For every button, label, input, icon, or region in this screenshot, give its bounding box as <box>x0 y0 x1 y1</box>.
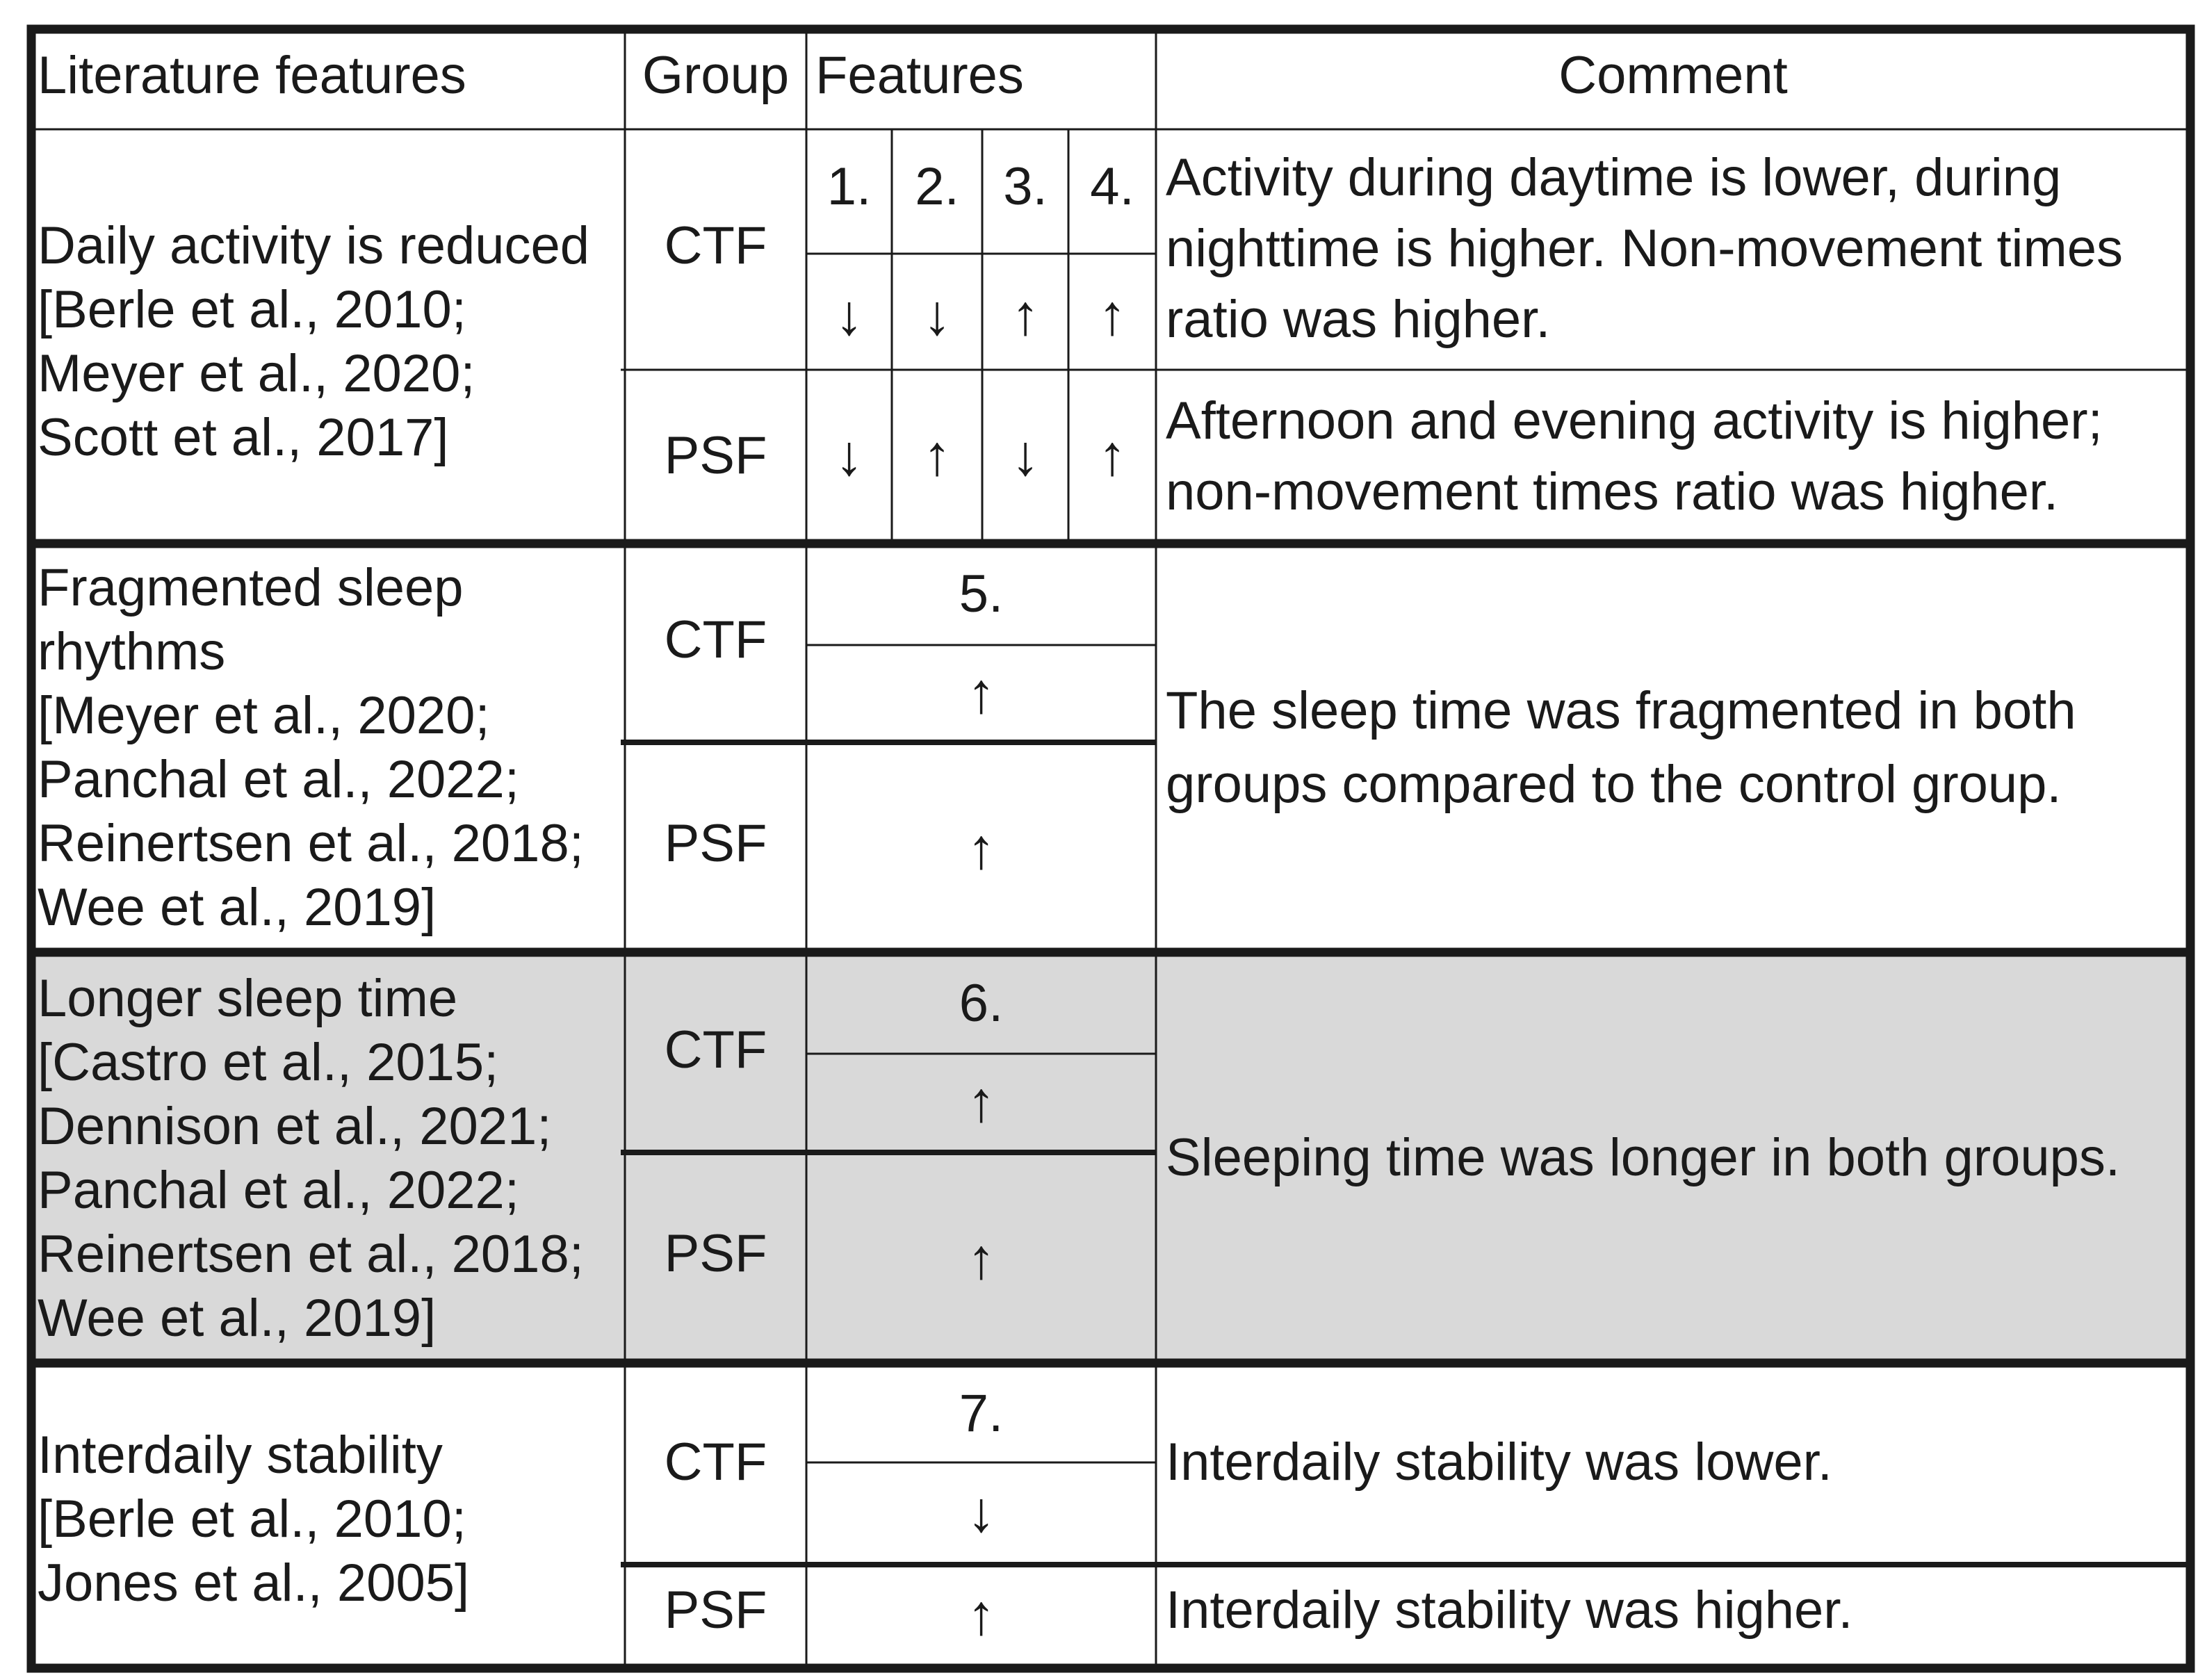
arrow-up-icon: ↑ <box>967 817 995 881</box>
comment-interdaily-ctf: Interdaily stability was lower. <box>1166 1433 1832 1492</box>
feature-number: 2. <box>915 157 959 216</box>
literature-interdaily-stability: Interdaily stability [Berle et al., 2010; Jones et al., 2005] <box>38 1426 470 1613</box>
group-ctf: CTF <box>664 1433 767 1492</box>
comment-fragmented-sleep: The sleep time was fragmented in both groups compared to the control group. <box>1166 681 2076 814</box>
feature-number: 7. <box>959 1384 1004 1443</box>
arrow-down-icon: ↓ <box>922 284 952 347</box>
arrow-up-icon: ↑ <box>967 662 995 725</box>
group-psf: PSF <box>664 1581 767 1640</box>
feature-number: 3. <box>1003 157 1048 216</box>
arrow-up-icon: ↑ <box>1098 284 1127 347</box>
arrow-down-icon: ↓ <box>835 424 863 487</box>
comment-daily-activity-ctf: Activity during daytime is lower, during nighttime is higher. Non-movement times ratio was higher. <box>1166 148 2124 349</box>
literature-fragmented-sleep: Fragmented sleep rhythms [Meyer et al., 2020; Panchal et al., 2022; Reinertsen et al., 2018; Wee et al., 2019] <box>38 558 584 937</box>
header-comment: Comment <box>1558 46 1788 105</box>
group-ctf: CTF <box>664 1020 767 1079</box>
comment-longer-sleep: Sleeping time was longer in both groups. <box>1166 1128 2121 1187</box>
arrow-down-icon: ↓ <box>1011 424 1040 487</box>
header-literature-features: Literature features <box>38 46 466 105</box>
arrow-up-icon: ↑ <box>922 424 952 487</box>
feature-number: 6. <box>959 974 1004 1033</box>
arrow-up-icon: ↑ <box>967 1070 995 1134</box>
comment-interdaily-psf: Interdaily stability was higher. <box>1166 1581 1853 1640</box>
arrow-up-icon: ↑ <box>967 1583 995 1647</box>
feature-number: 4. <box>1090 157 1134 216</box>
group-ctf: CTF <box>664 610 767 669</box>
feature-number: 1. <box>826 157 872 216</box>
group-psf: PSF <box>664 814 767 873</box>
group-psf: PSF <box>664 426 767 485</box>
arrow-down-icon: ↓ <box>835 284 863 347</box>
group-psf: PSF <box>664 1224 767 1283</box>
feature-number: 5. <box>959 564 1004 623</box>
arrow-up-icon: ↑ <box>1098 424 1127 487</box>
arrow-up-icon: ↑ <box>967 1228 995 1291</box>
arrow-down-icon: ↓ <box>967 1481 995 1544</box>
header-group: Group <box>642 46 790 105</box>
comment-daily-activity-psf: Afternoon and evening activity is higher; non-movement times ratio was higher. <box>1166 391 2103 521</box>
header-features: Features <box>815 46 1024 105</box>
literature-daily-activity: Daily activity is reduced [Berle et al., 2010; Meyer et al., 2020; Scott et al., 2017] <box>38 216 590 467</box>
arrow-up-icon: ↑ <box>1011 284 1040 347</box>
group-ctf: CTF <box>664 216 767 275</box>
literature-longer-sleep: Longer sleep time [Castro et al., 2015; Dennison et al., 2021; Panchal et al., 2022; Reinertsen et al., 2018; Wee et al., 2019] <box>38 969 584 1348</box>
